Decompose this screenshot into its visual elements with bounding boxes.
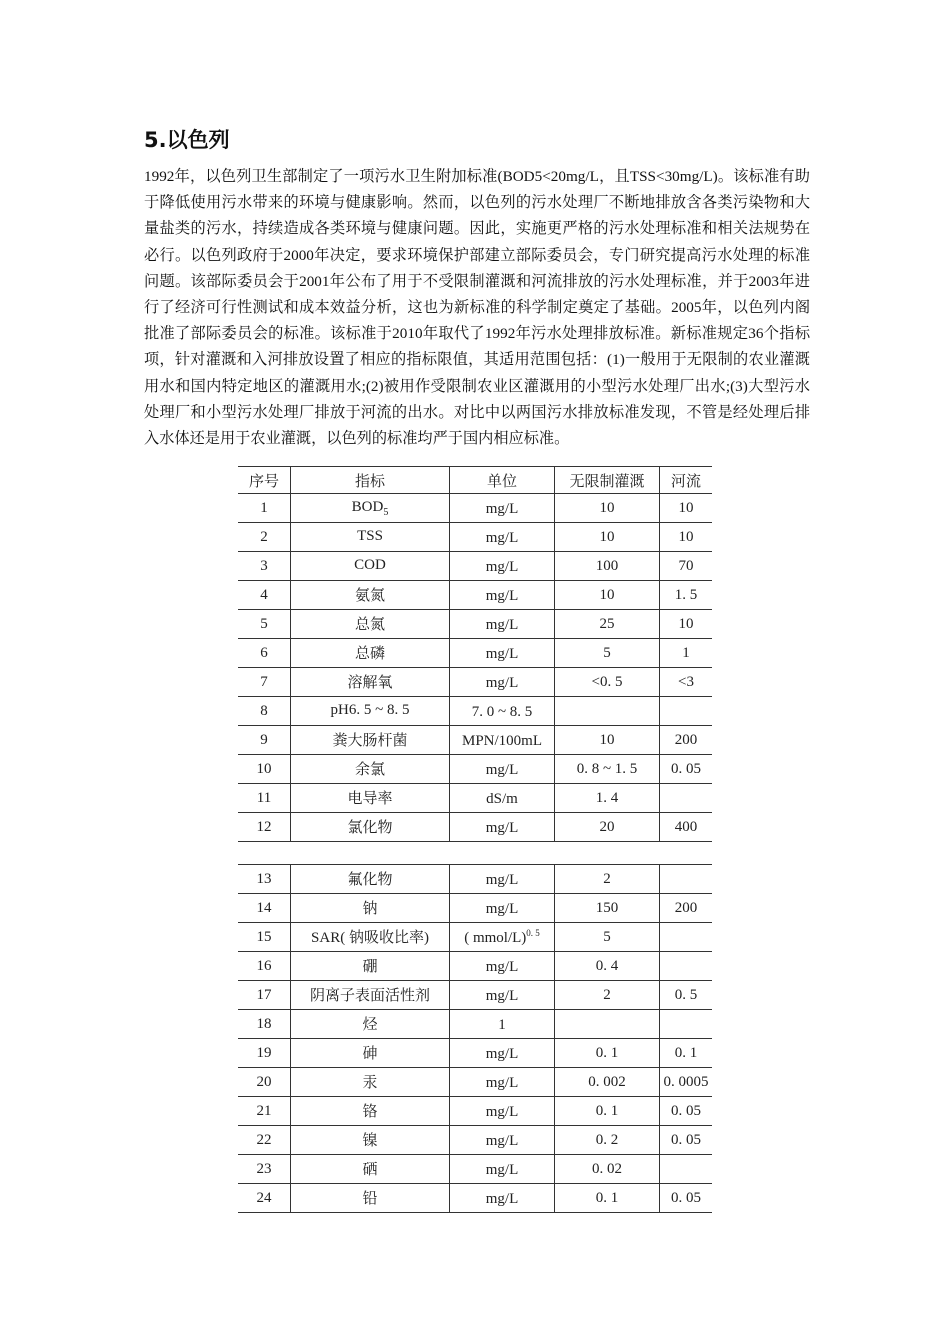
row-no — [238, 1097, 291, 1126]
row-indicator — [291, 1155, 450, 1184]
row-unit-text: mg/L — [485, 1190, 519, 1207]
table-row — [238, 923, 712, 952]
table-row — [238, 755, 712, 784]
row-no — [238, 581, 291, 610]
row-irrigation — [555, 755, 660, 784]
row-indicator-text: 电导率 — [347, 790, 393, 807]
row-irrigation-text: 150 — [595, 899, 619, 916]
table-row — [238, 784, 712, 813]
row-indicator — [291, 639, 450, 668]
row-indicator-text: 钠 — [362, 900, 378, 917]
row-indicator — [291, 1010, 450, 1039]
row-indicator-text: 烃 — [362, 1016, 378, 1033]
row-indicator — [291, 494, 450, 523]
row-indicator-text: 汞 — [362, 1074, 378, 1091]
row-river-text: 0. 05 — [671, 1189, 701, 1206]
row-indicator — [291, 1097, 450, 1126]
row-no-text: 18 — [256, 1015, 272, 1032]
row-irrigation-text: 2 — [603, 870, 611, 887]
row-unit — [450, 923, 555, 952]
row-no — [238, 552, 291, 581]
row-unit — [450, 894, 555, 923]
row-river — [660, 610, 713, 639]
row-unit-text: mg/L — [485, 900, 519, 917]
row-unit — [450, 697, 555, 726]
row-irrigation — [555, 1010, 660, 1039]
table-row — [238, 1126, 712, 1155]
section-title: 5.以色列 — [144, 128, 230, 152]
row-irrigation-text: 10 — [599, 586, 615, 603]
row-unit — [450, 784, 555, 813]
row-irrigation-text: 0. 002 — [588, 1073, 626, 1090]
row-irrigation-text: 10 — [599, 731, 615, 748]
row-no-text: 13 — [256, 870, 272, 887]
row-river — [660, 1039, 713, 1068]
row-no-text: 15 — [256, 928, 272, 945]
row-unit — [450, 523, 555, 552]
row-no-text: 5 — [260, 615, 268, 632]
table-row — [238, 523, 712, 552]
header-indicator: 指标 — [291, 467, 450, 494]
table-row — [238, 1010, 712, 1039]
row-no — [238, 865, 291, 894]
row-irrigation — [555, 1155, 660, 1184]
table-row — [238, 552, 712, 581]
row-no — [238, 952, 291, 981]
table-row — [238, 726, 712, 755]
row-unit — [450, 639, 555, 668]
row-irrigation-text: 5 — [603, 928, 611, 945]
row-unit-text: mg/L — [485, 529, 519, 546]
row-no-text: 1 — [260, 499, 268, 516]
row-unit — [450, 668, 555, 697]
row-river — [660, 784, 713, 813]
row-unit-text: mg/L — [485, 645, 519, 662]
indicator-subscript: 5 — [383, 506, 389, 518]
row-unit — [450, 1184, 555, 1213]
row-indicator — [291, 813, 450, 842]
row-unit — [450, 865, 555, 894]
row-irrigation-text: 25 — [599, 615, 615, 632]
row-no — [238, 1068, 291, 1097]
row-irrigation — [555, 552, 660, 581]
row-irrigation — [555, 1068, 660, 1097]
table-row — [238, 1184, 712, 1213]
table-row — [238, 610, 712, 639]
row-no-text: 21 — [256, 1102, 272, 1119]
table-row — [238, 581, 712, 610]
table-gap — [238, 842, 712, 865]
row-irrigation — [555, 1039, 660, 1068]
row-unit-text: 1 — [498, 1016, 506, 1033]
row-unit-text: mg/L — [485, 616, 519, 633]
table-row — [238, 1068, 712, 1097]
row-unit — [450, 1126, 555, 1155]
table-row — [238, 981, 712, 1010]
row-no-text: 19 — [256, 1044, 272, 1061]
unit-superscript: 0. 5 — [526, 927, 540, 938]
row-unit-text: 7. 0 ~ 8. 5 — [471, 703, 533, 720]
standards-table-image — [238, 466, 708, 1213]
row-irrigation-text: 0. 02 — [592, 1160, 622, 1177]
table-row — [238, 1097, 712, 1126]
row-irrigation-text: 0. 1 — [595, 1102, 619, 1119]
row-indicator-text: COD — [354, 556, 386, 573]
row-unit-text: mg/L — [485, 1103, 519, 1120]
row-river-text: 0. 05 — [671, 760, 701, 777]
row-river — [660, 1097, 713, 1126]
row-irrigation-text: 20 — [599, 818, 615, 835]
row-indicator-text: 总磷 — [354, 645, 385, 662]
row-unit — [450, 952, 555, 981]
row-irrigation — [555, 668, 660, 697]
row-no — [238, 1184, 291, 1213]
standards-table — [238, 466, 712, 1213]
row-indicator — [291, 923, 450, 952]
row-indicator-text: 余氯 — [354, 761, 385, 778]
row-river — [660, 494, 713, 523]
row-unit — [450, 1039, 555, 1068]
row-irrigation-text: 0. 2 — [595, 1131, 619, 1148]
table-row — [238, 494, 712, 523]
row-indicator — [291, 697, 450, 726]
row-river — [660, 894, 713, 923]
row-unit — [450, 755, 555, 784]
header-irrigation: 无限制灌溉 — [555, 467, 660, 494]
row-river — [660, 726, 713, 755]
row-no — [238, 494, 291, 523]
row-indicator-text: SAR( 钠吸收比率) — [311, 929, 429, 946]
row-irrigation-text: 0. 8 ~ 1. 5 — [576, 760, 638, 777]
row-indicator — [291, 523, 450, 552]
row-unit-text: mg/L — [485, 587, 519, 604]
row-unit-text: mg/L — [485, 819, 519, 836]
row-irrigation — [555, 894, 660, 923]
row-unit-text: ( mmol/L) — [464, 929, 527, 946]
row-irrigation-text: 5 — [603, 644, 611, 661]
row-indicator-text: 铬 — [362, 1103, 378, 1120]
row-indicator — [291, 1039, 450, 1068]
row-no — [238, 1039, 291, 1068]
row-irrigation — [555, 639, 660, 668]
table-row — [238, 865, 712, 894]
row-indicator-text: TSS — [357, 527, 383, 544]
row-indicator — [291, 581, 450, 610]
row-no-text: 24 — [256, 1189, 272, 1206]
row-river-text: 70 — [678, 557, 694, 574]
row-no — [238, 784, 291, 813]
table-row — [238, 668, 712, 697]
row-river-text: 10 — [678, 528, 694, 545]
row-no — [238, 668, 291, 697]
row-unit-text: mg/L — [485, 1161, 519, 1178]
row-river-text: 200 — [674, 899, 698, 916]
row-irrigation — [555, 523, 660, 552]
row-no-text: 17 — [256, 986, 272, 1003]
row-river — [660, 865, 713, 894]
row-no-text: 8 — [260, 702, 268, 719]
row-indicator-text: 硒 — [362, 1161, 378, 1178]
row-indicator — [291, 552, 450, 581]
row-river — [660, 923, 713, 952]
row-no — [238, 923, 291, 952]
row-river — [660, 952, 713, 981]
row-river — [660, 697, 713, 726]
row-no — [238, 894, 291, 923]
row-irrigation-text: <0. 5 — [591, 673, 623, 690]
row-river — [660, 1155, 713, 1184]
row-unit-text: mg/L — [485, 500, 519, 517]
row-unit-text: MPN/100mL — [461, 732, 542, 749]
row-no-text: 4 — [260, 586, 268, 603]
row-indicator-text: 镍 — [362, 1132, 378, 1149]
row-no-text: 6 — [260, 644, 268, 661]
row-indicator-text: 氟化物 — [347, 871, 393, 888]
row-irrigation-text: 2 — [603, 986, 611, 1003]
row-river-text: 0. 1 — [674, 1044, 698, 1061]
row-no — [238, 1126, 291, 1155]
row-river-text: 400 — [674, 818, 698, 835]
row-irrigation — [555, 784, 660, 813]
row-indicator — [291, 784, 450, 813]
row-no-text: 3 — [260, 557, 268, 574]
row-river-text: 200 — [674, 731, 698, 748]
row-irrigation-text: 1. 4 — [595, 789, 619, 806]
row-no — [238, 755, 291, 784]
row-river-text: 1. 5 — [674, 586, 698, 603]
row-indicator-text: 溶解氧 — [347, 674, 393, 691]
row-irrigation — [555, 865, 660, 894]
row-irrigation — [555, 1184, 660, 1213]
row-indicator — [291, 1184, 450, 1213]
row-unit — [450, 494, 555, 523]
row-indicator-text: BOD — [351, 498, 384, 515]
row-no-text: 16 — [256, 957, 272, 974]
table-row — [238, 1039, 712, 1068]
row-indicator — [291, 865, 450, 894]
row-unit-text: mg/L — [485, 1074, 519, 1091]
row-unit — [450, 610, 555, 639]
row-river — [660, 639, 713, 668]
row-indicator-text: pH6. 5 ~ 8. 5 — [330, 701, 410, 718]
row-irrigation — [555, 610, 660, 639]
row-irrigation-text: 10 — [599, 528, 615, 545]
row-indicator — [291, 894, 450, 923]
row-river — [660, 813, 713, 842]
row-no-text: 11 — [256, 789, 272, 806]
row-no — [238, 610, 291, 639]
row-irrigation — [555, 1126, 660, 1155]
row-unit — [450, 1155, 555, 1184]
row-river — [660, 1126, 713, 1155]
row-irrigation — [555, 813, 660, 842]
row-no-text: 2 — [260, 528, 268, 545]
row-irrigation — [555, 923, 660, 952]
row-unit-text: mg/L — [485, 761, 519, 778]
row-no — [238, 726, 291, 755]
row-indicator — [291, 981, 450, 1010]
row-irrigation — [555, 981, 660, 1010]
row-indicator — [291, 610, 450, 639]
row-indicator — [291, 1068, 450, 1097]
row-river-text: <3 — [678, 673, 694, 690]
row-indicator-text: 阴离子表面活性剂 — [309, 987, 430, 1004]
row-indicator-text: 粪大肠杆菌 — [332, 732, 408, 749]
row-irrigation — [555, 1097, 660, 1126]
row-no-text: 20 — [256, 1073, 272, 1090]
row-no-text: 22 — [256, 1131, 272, 1148]
row-no — [238, 1010, 291, 1039]
row-no-text: 14 — [256, 899, 272, 916]
row-unit-text: mg/L — [485, 1132, 519, 1149]
row-no-text: 7 — [260, 673, 268, 690]
row-indicator — [291, 755, 450, 784]
row-irrigation — [555, 494, 660, 523]
row-unit-text: mg/L — [485, 558, 519, 575]
row-indicator-text: 硼 — [362, 958, 378, 975]
row-river-text: 0. 05 — [671, 1131, 701, 1148]
row-no — [238, 1155, 291, 1184]
row-no — [238, 639, 291, 668]
row-unit — [450, 1010, 555, 1039]
row-indicator-text: 氨氮 — [354, 587, 385, 604]
table-row — [238, 1155, 712, 1184]
row-river-text: 10 — [678, 615, 694, 632]
row-unit-text: dS/m — [486, 790, 518, 807]
row-irrigation-text: 0. 1 — [595, 1189, 619, 1206]
table-row — [238, 894, 712, 923]
row-river-text: 0. 0005 — [663, 1073, 709, 1090]
row-river-text: 1 — [682, 644, 690, 661]
row-river — [660, 1068, 713, 1097]
row-unit-text: mg/L — [485, 871, 519, 888]
table-row — [238, 952, 712, 981]
body-paragraph: 1992年，以色列卫生部制定了一项污水卫生附加标准(BOD5<20mg/L，且TSS<30mg/L)。该标准有助于降低使用污水带来的环境与健康影响。然而，以色列的污水处理厂不断地排放含各类污染物和大量盐类的污水，持续造成各类环境与健康问题。因此，实施更严格的污水处理标准和相关法规势在必行。以色列政府于2000年决定，要求环境保护部建立部际委员会，专门研究提高污水处理的标准问题。该部际委员会于2001年公布了用于不受限制灌溉和河流排放的污水处理标准，并于2003年进行了经济可行性测试和成本效益分析，这也为新标准的科学制定奠定了基础。2005年，以色列内阁批准了部际委员会的标准。该标准于2010年取代了1992年污水处理排放标准。新标准规定36个指标项，针对灌溉和入河排放设置了相应的指标限值，其适用范围包括：(1)一般用于无限制的农业灌溉用水和国内特定地区的灌溉用水;(2)被用作受限制农业区灌溉用的小型污水处理厂出水;(3)大型污水处理厂和小型污水处理厂排放于河流的出水。对比中以两国污水排放标准发现，不管是经处理后排入水体还是用于农业灌溉，以色列的标准均严于国内相应标准。 — [144, 168, 810, 448]
row-no — [238, 697, 291, 726]
row-irrigation — [555, 726, 660, 755]
row-unit — [450, 726, 555, 755]
row-river-text: 10 — [678, 499, 694, 516]
row-indicator — [291, 726, 450, 755]
row-no — [238, 981, 291, 1010]
table-row — [238, 813, 712, 842]
row-indicator — [291, 1126, 450, 1155]
row-unit-text: mg/L — [485, 987, 519, 1004]
row-no — [238, 813, 291, 842]
row-indicator — [291, 668, 450, 697]
table-row — [238, 639, 712, 668]
row-no-text: 23 — [256, 1160, 272, 1177]
row-river — [660, 1010, 713, 1039]
row-indicator-text: 氯化物 — [347, 819, 393, 836]
row-unit — [450, 552, 555, 581]
header-no: 序号 — [238, 467, 291, 494]
row-indicator — [291, 952, 450, 981]
header-unit: 单位 — [450, 467, 555, 494]
row-irrigation-text: 0. 4 — [595, 957, 619, 974]
row-river — [660, 581, 713, 610]
row-irrigation-text: 0. 1 — [595, 1044, 619, 1061]
row-river-text: 0. 05 — [671, 1102, 701, 1119]
row-unit — [450, 981, 555, 1010]
row-irrigation-text: 10 — [599, 499, 615, 516]
row-indicator-text: 砷 — [362, 1045, 378, 1062]
row-no-text: 9 — [260, 731, 268, 748]
row-unit — [450, 1068, 555, 1097]
row-unit — [450, 1097, 555, 1126]
row-river-text: 0. 5 — [674, 986, 698, 1003]
row-river — [660, 755, 713, 784]
row-unit-text: mg/L — [485, 958, 519, 975]
row-river — [660, 1184, 713, 1213]
row-river — [660, 668, 713, 697]
table-header-row — [238, 467, 712, 494]
row-irrigation — [555, 697, 660, 726]
row-no-text: 12 — [256, 818, 272, 835]
row-river — [660, 981, 713, 1010]
row-unit — [450, 813, 555, 842]
row-irrigation-text: 100 — [595, 557, 619, 574]
row-no — [238, 523, 291, 552]
row-river — [660, 523, 713, 552]
row-irrigation — [555, 581, 660, 610]
row-unit-text: mg/L — [485, 674, 519, 691]
row-no-text: 10 — [256, 760, 272, 777]
row-indicator-text: 总氮 — [354, 616, 385, 633]
table-gap-cell — [238, 842, 712, 865]
row-unit — [450, 581, 555, 610]
row-indicator-text: 铅 — [362, 1190, 378, 1207]
table-row — [238, 697, 712, 726]
row-irrigation — [555, 952, 660, 981]
header-river: 河流 — [660, 467, 713, 494]
row-river — [660, 552, 713, 581]
row-unit-text: mg/L — [485, 1045, 519, 1062]
